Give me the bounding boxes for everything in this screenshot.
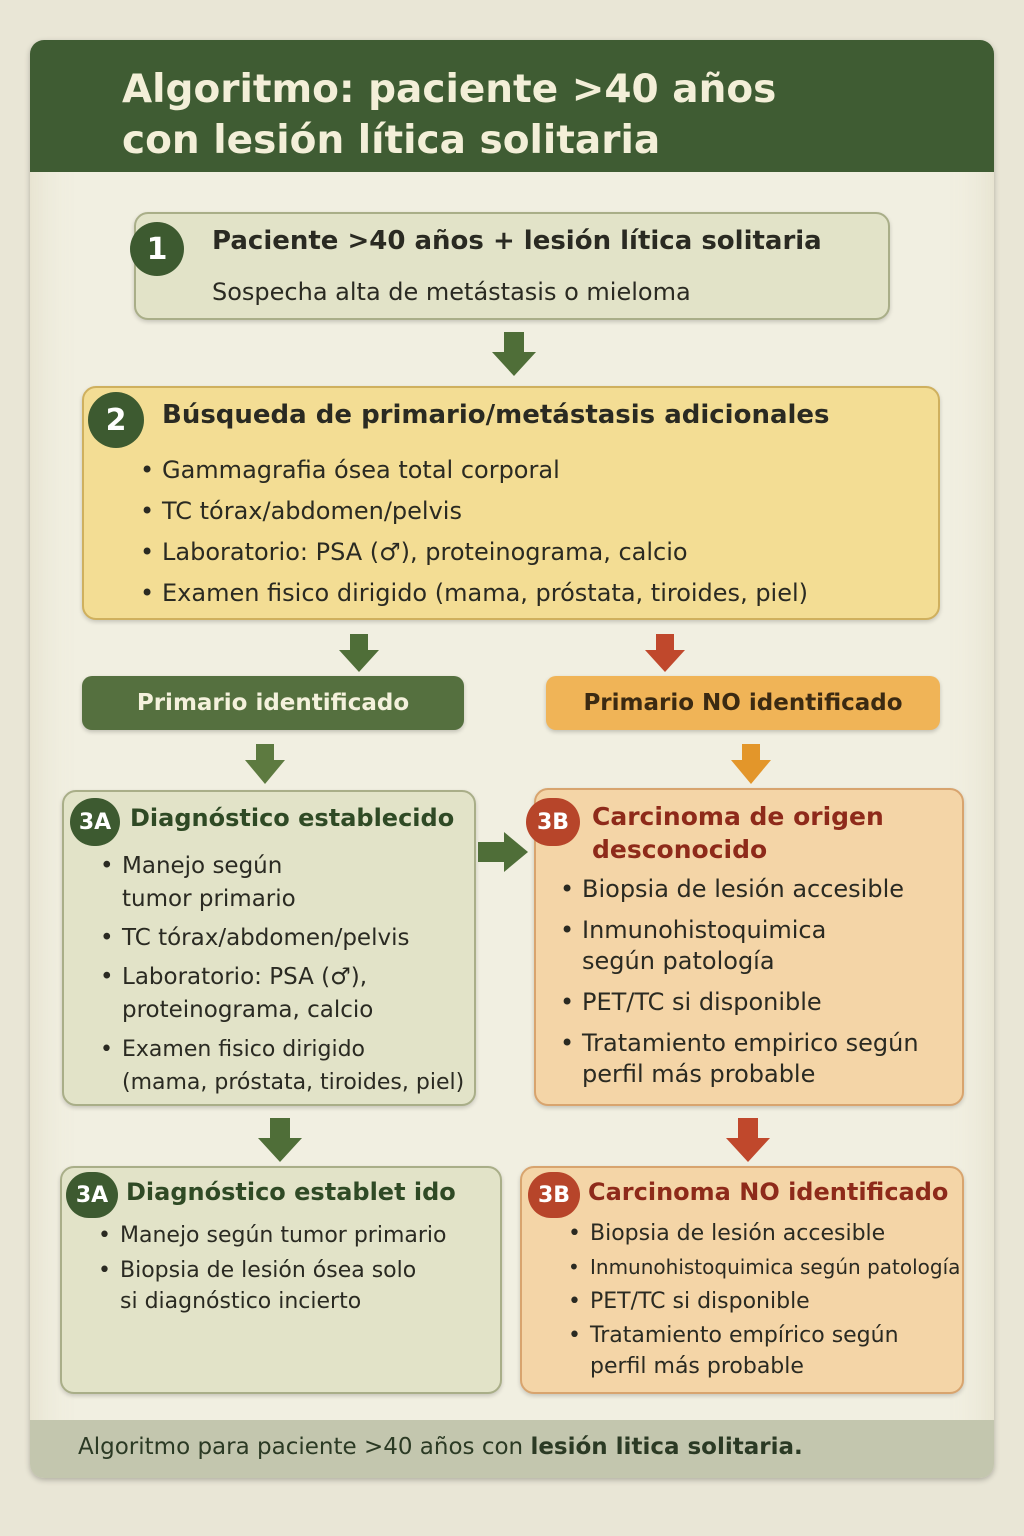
list-item: • Laboratorio: PSA (♂), proteinograma, calcio: [140, 532, 808, 573]
list-item: • Tratamiento empirico según perfil más probable: [560, 1028, 919, 1090]
box-3a-top-title: Diagnóstico establecido: [130, 804, 455, 832]
arrow-down-icon: [492, 332, 536, 376]
box-3a-bottom-badge: 3A: [66, 1172, 118, 1218]
arrow-down-icon: [339, 634, 379, 672]
step-1-subtitle: Sospecha alta de metástasis o mieloma: [212, 278, 691, 306]
list-item: • Inmunohistoquimica según patología: [568, 1252, 960, 1283]
arrow-right-icon: [478, 832, 528, 872]
list-item: • Examen fisico dirigido (mama, próstata, tiroides, piel): [140, 573, 808, 614]
title-line-1: Algoritmo: paciente >40 años: [122, 67, 777, 112]
list-item: • TC tórax/abdomen/pelvis: [100, 922, 464, 955]
footer-text: Algoritmo para paciente >40 años con lesión litica solitaria.: [78, 1434, 803, 1460]
footer-caption: [30, 1420, 994, 1478]
step-2-box: [82, 386, 940, 620]
list-item: • Biopsia de lesión accesible: [568, 1218, 960, 1249]
step-1-badge: 1: [130, 222, 184, 276]
list-item: • TC tórax/abdomen/pelvis: [140, 491, 808, 532]
box-3b-top-list: [560, 874, 919, 1090]
step-2-title: Búsqueda de primario/metástasis adicionales: [162, 400, 830, 430]
box-3b-top-badge: 3B: [526, 798, 580, 846]
step-1-box: [134, 212, 890, 320]
list-item: • Tratamiento empírico según perfil más probable: [568, 1320, 960, 1382]
box-3b-top-title: Carcinoma de origen desconocido: [592, 802, 884, 864]
title-line-2: con lesión lítica solitaria: [122, 118, 661, 163]
box-3a-bottom-list: [98, 1220, 447, 1317]
list-item: • Laboratorio: PSA (♂), proteinograma, calcio: [100, 961, 464, 1027]
list-item: • Biopsia de lesión accesible: [560, 874, 919, 905]
list-item: • PET/TC si disponible: [560, 987, 919, 1018]
box-3a-bottom: [60, 1166, 502, 1394]
list-item: • Examen fisico dirigido (mama, próstata, tiroides, piel): [100, 1033, 464, 1099]
step-1-title: Paciente >40 años + lesión lítica solitaria: [212, 226, 822, 256]
arrow-down-icon: [258, 1118, 302, 1162]
list-item: • Biopsia de lesión ósea solo si diagnóstico incierto: [98, 1255, 447, 1317]
step-2-list: [140, 450, 808, 614]
list-item: • PET/TC si disponible: [568, 1286, 960, 1317]
arrow-down-icon: [645, 634, 685, 672]
box-3a-top-list: [100, 850, 464, 1099]
box-3a-bottom-title: Diagnóstico establet ido: [126, 1178, 456, 1206]
arrow-down-icon: [726, 1118, 770, 1162]
algorithm-card: [30, 40, 994, 1478]
header-banner: [30, 40, 994, 172]
box-3b-bottom-badge: 3B: [528, 1172, 580, 1218]
box-3a-top-badge: 3A: [70, 798, 120, 846]
box-3b-bottom-title: Carcinoma NO identificado: [588, 1178, 949, 1206]
arrow-down-icon: [245, 744, 285, 784]
list-item: • Inmunohistoquimica según patología: [560, 915, 919, 977]
branch-primary-identified: Primario identificado: [82, 676, 464, 730]
list-item: • Manejo según tumor primario: [98, 1220, 447, 1251]
step-2-badge: 2: [88, 392, 144, 448]
box-3b-bottom-list: [568, 1218, 960, 1382]
arrow-down-icon: [731, 744, 771, 784]
box-3b-bottom: [520, 1166, 964, 1394]
page-title: [122, 64, 982, 166]
box-3b-top: [534, 788, 964, 1106]
list-item: • Gammagrafia ósea total corporal: [140, 450, 808, 491]
branch-primary-not-identified: Primario NO identificado: [546, 676, 940, 730]
box-3a-top: [62, 790, 476, 1106]
list-item: • Manejo según tumor primario: [100, 850, 464, 916]
